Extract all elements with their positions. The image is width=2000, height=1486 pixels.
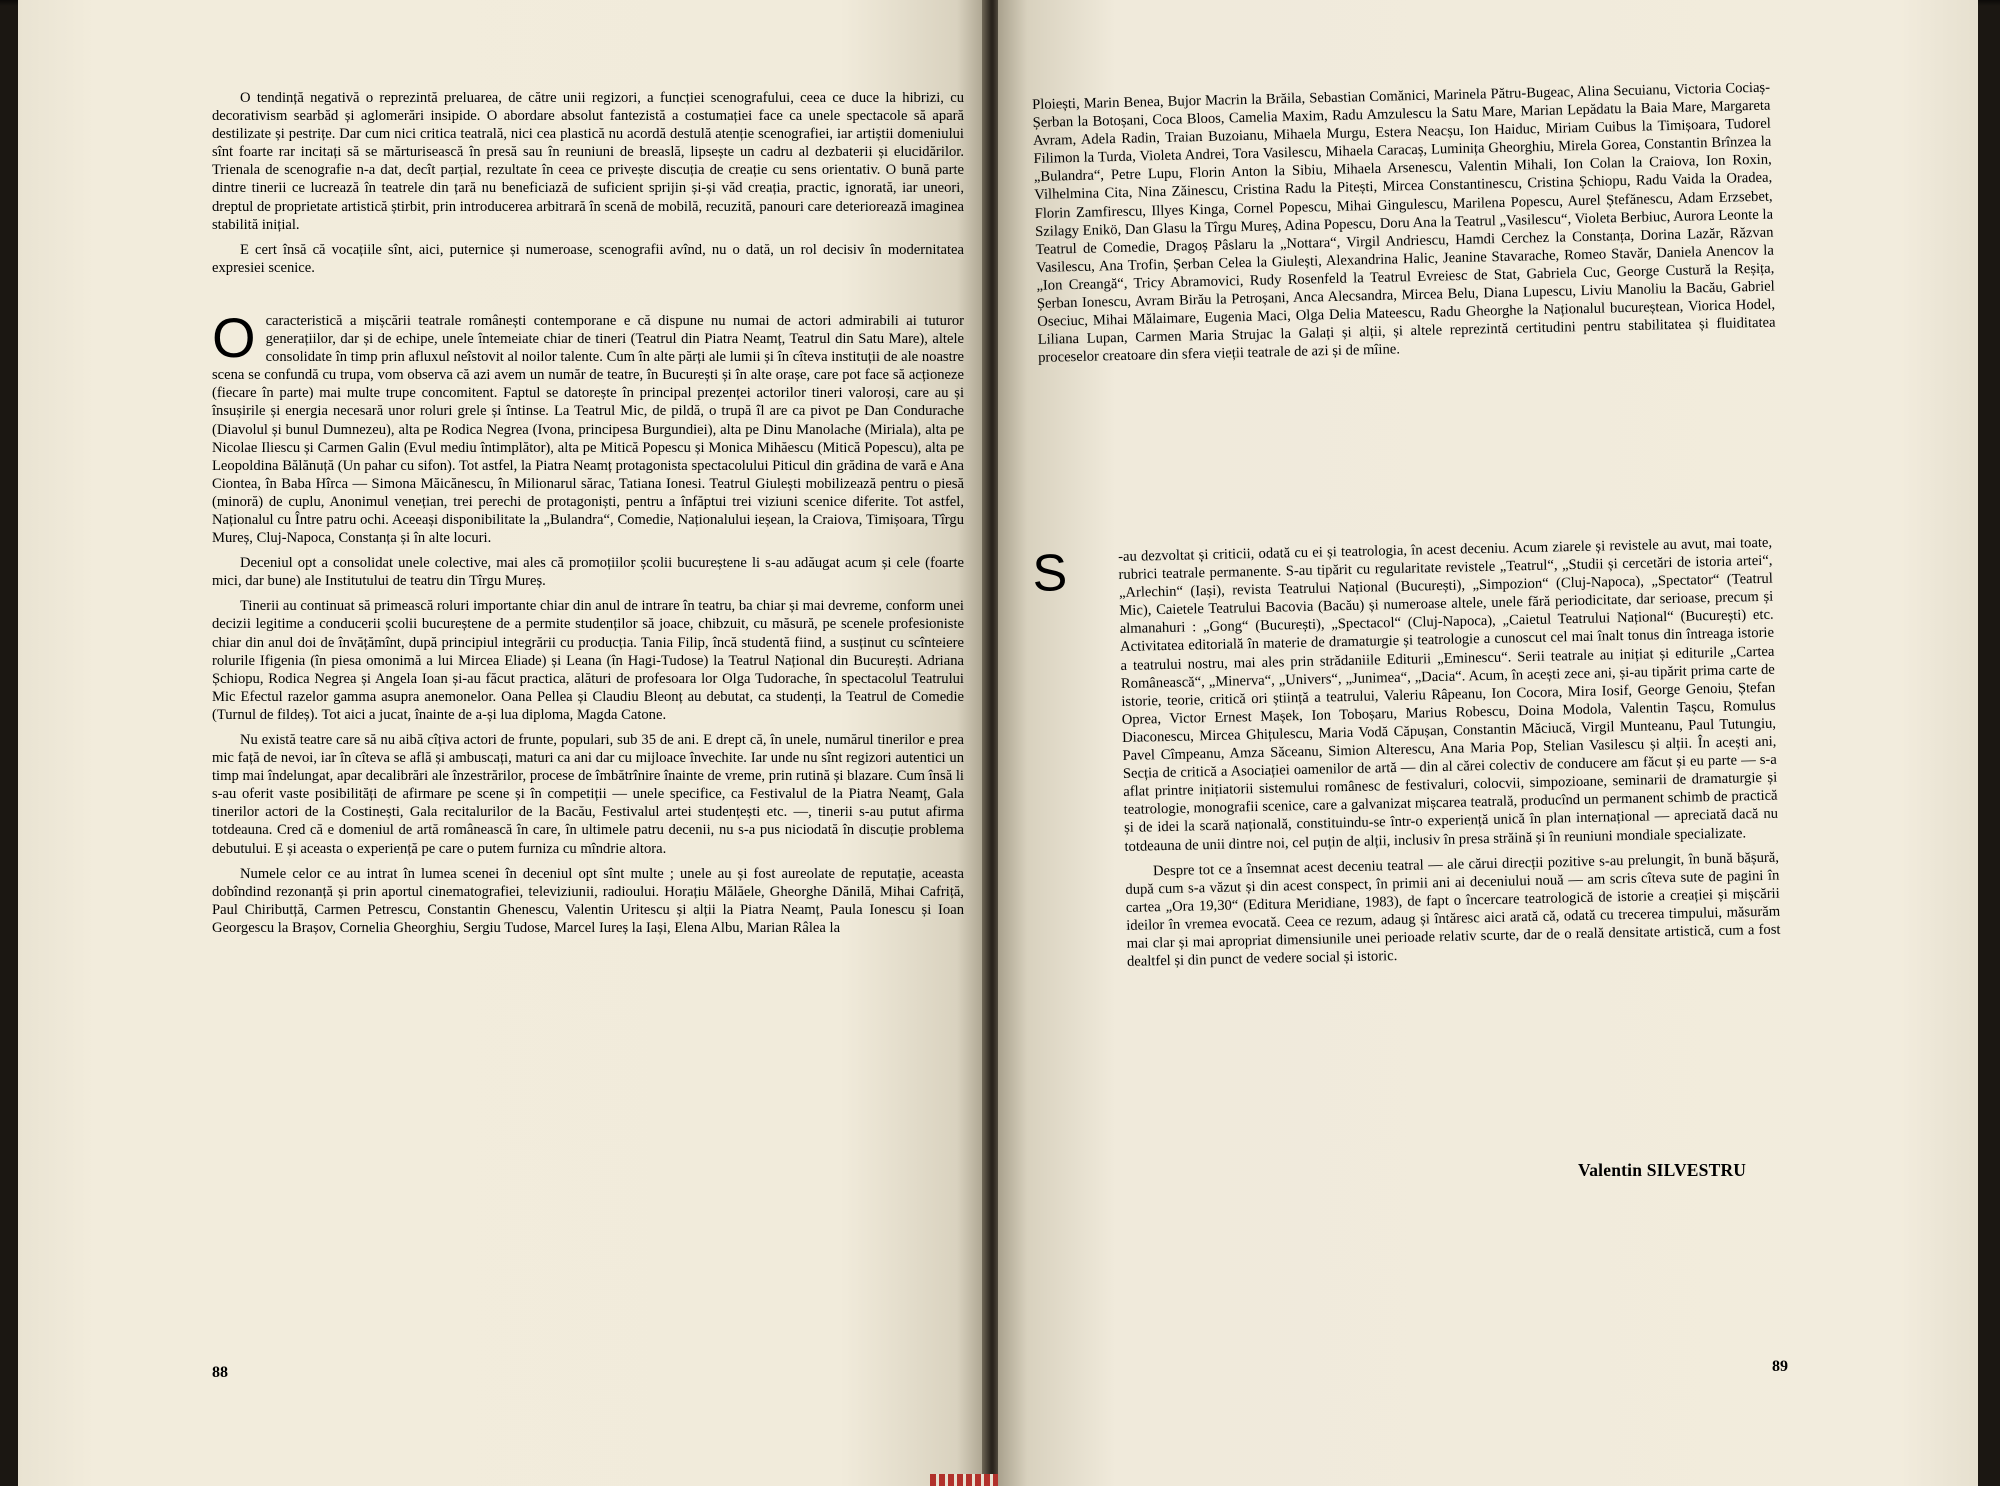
left-paragraph-5: Nu există teatre care să nu aibă cîțiva actori de frunte, populari, sub 35 de ani. E drept că, în unele, numărul tinerilor e prea mic față de nevoi, iar în cîteva se află și ambuscați, maturi ca ani dar cu mijloace învechite. Iar unde nu sînt regizori autentici un timp mai îndelungat, apar decalibrări ale înzestrărilor, procese de îmbătrînire înainte de vreme, prin rutină și blazare. Cum însă li s-au oferit vaste posibilități de afirmare pe scene și în competiții — unele specifice, ca Festivalul de la Piatra Neamț, Gala tinerilor actori de la Costinești, Gala recitalurilor de la Bacău, Festivalul artei studențești etc. —, tinerii s-au putut afirma totdeauna. Cred că e domeniul de artă românească în care, în ultimele patru decenii, nu s-a pus niciodată în discuție problema debutului. E și aceasta o experiență pe care o putem furniza cu mîndrie altora. (212, 732, 964, 857)
left-paragraph-1: O tendință negativă o reprezintă preluarea, de către unii regizori, a funcției scenografului, ceea ce duce la hibrizi, cu decorativism searbăd și aglomerări insipide. O abordare absolut fantezistă a costumației face ca unele spectacole să apară destilizate și pestrițe. Dar cum nici critica teatrală, nici cea plastică nu acordă destulă atenție scenografiei, iar artiștii domeniului sînt foarte rar incitați să se mărturisească în presă sau în reuniuni de breaslă, lipsește un cadru al dezbaterii și elucidărilor. Trienala de scenografie n-a dat, decît parțial, rezultate în ceea ce privește discuția de creație cu sens orientativ. O bună parte dintre tinerii ce lucrează în teatrele din țară nu beneficiază de suficient sprijin și-și văd creația, practic, ignorată, iar uneori, dreptul de proprietate artistică știrbit, prin introducerea arbitrară în scenă de mobilă, recuzită, panouri care deteriorează imaginea stabilită inițial. (212, 90, 964, 233)
left-paragraph-4: Tinerii au continuat să primească roluri importante chiar din anul de intrare în teatru, ba chiar și mai devreme, conform unei decizii legitime a conducerii școlii bucureștene de a permite studenților să joace, chibzuit, cu măsură, pe scenele profesioniste chiar din anul doi de învățămînt, după principiul integrării cu producția. Tania Filip, încă studentă fiind, a susținut cu scînteiere rolurile Ifigenia (în piesa omonimă a lui Mircea Eliade) și Leana (în Hagi-Tudose) la Teatrul Național din București. Adriana Șchiopu, Rodica Negrea și Angela Ioan și-au făcut practica, alături de profesoara lor Olga Tudorache, în spectacolul Teatrului Mic Efectul razelor gamma asupra anemonelor. Oana Pellea și Claudiu Bleonț au debutat, ca studenți, la Teatrul de Comedie (Turnul de fildeș). Tot aici a jucat, înainte de a-și lua diploma, Magda Catone. (212, 598, 964, 723)
page-number-right: 89 (1772, 1358, 1788, 1375)
left-paragraph-6: Numele celor ce au intrat în lumea scenei în deceniul opt sînt multe ; unele au și fost aureolate de reputație, aceasta dobîndind rezonanță și prin aportul cinematografiei, televiziunii, radioului. Horațiu Mălăele, Gheorghe Dănilă, Mihai Cafriță, Paul Chiributță, Carmen Petrescu, Constantin Ghenescu, Valentin Uritescu și alții la Piatra Neamț, Paula Ionescu și Ioan Georgescu la Brașov, Cornelia Gheorghiu, Sergiu Tudose, Marcel Iureș la Iași, Elena Albu, Marian Râlea la (212, 865, 964, 936)
page-number-left: 88 (212, 1364, 228, 1381)
right-paragraph-3: Despre tot ce a însemnat acest deceniu teatral — ale cărui direcții pozitive s-au prelungit, în bună bășură, după cum s-a văzut și din acest conspect, în primii ani ai deceniului nouă — am scris cîteva sute de pagini în cartea „Ora 19,30“ (Editura Meridiane, 1983), de fapt o încercare teatrologică de istorie a creației și mișcării ideilor în vremea evocată. Ceea ce rezum, adaug și întăresc aici arată că, odată cu trecerea timpului, măsurăm mai clar și mai apropriat dimensiunile unei perioade relativ scurte, dar de o reală densitate artistică, cum a fost dealtfel și din punct de vedere social și istoric. (1125, 849, 1781, 970)
left-paragraph-2: E cert însă că vocațiile sînt, aici, puternice și numeroase, scenografii avînd, nu o dată, un rol decisiv în modernitatea expresiei scenice. (212, 241, 964, 276)
right-dropcap-paragraph-text: -au dezvoltat și criticii, odată cu ei și teatrologia, în acest deceniu. Acum ziarele și revistele au avut, mai toate, rubrici teatrale permanente. S-au tipărit cu regularitate revistele „Teatrul“, „Studii și cercetări de istoria artei“, „Arlechin“ (Iași), revista Teatrului Național (București), „Simpozion“ (Cluj-Napoca), „Spectator“ (Teatrul Mic), Caietele Teatrului Bacovia (Bacău) și numeroase altele, unele fără periodicitate, dar serioase, precum și almanahuri : „Gong“ (București), „Spectacol“ (Cluj-Napoca), „Caietul Teatrului Național“ (București) etc. Activitatea editorială în materie de dramaturgie și teatrologie a cunoscut cel mai înalt tonus din întreaga istorie a teatrului nostru, mai ales prin strădaniile Editurii „Eminescu“. Serii teatrale au inițiat și editurile „Cartea Românească“, „Minerva“, „Univers“, „Junimea“, „Dacia“. Acum, în acești zece ani, și-au tipărit prima carte de istorie, teorie, critică ori știință a teatrului, Valeriu Râpeanu, Ion Cocora, Mira Iosif, George Genoiu, Ștefan Oprea, Victor Ernest Mașek, Ion Toboșaru, Marius Robescu, Doina Modola, Valentin Tașcu, Romulus Diaconescu, Mircea Ghițulescu, Maria Vodă Căpușan, Constantin Măciucă, Virgil Munteanu, Paul Tutungiu, Pavel Cîmpeanu, Amza Săceanu, Simion Alterescu, Ana Maria Pop, Stelian Vasilescu și alții. În acești ani, Secția de critică a Asociației oamenilor de artă — din al cărei colectiv de conducere am făcut și eu parte — s-a aflat printre inițiatorii sistemului românesc de festivaluri, colocvii, simpozioane, seminarii de dramaturgie și teatrologie, monografii scenice, care a galvanizat mișcarea teatrală, producînd un permanent schimb de practică și de idei la scară națională, constituindu-se într-o experiență unică în plan internațional — apreciată dacă nu totdeauna de unii dintre noi, cel puțin de alții, inclusiv în presa străină și în reuniuni mondiale specializate. (1118, 534, 1779, 855)
right-text-column-top (1032, 79, 1776, 375)
right-paragraph-1: Ploiești, Marin Benea, Bujor Macrin la Brăila, Sebastian Comănici, Marinela Pătru-Bugeac, Alina Secuianu, Victoria Cociaș-Șerban la Botoșani, Coca Bloos, Camelia Maxim, Radu Amzulescu la Satu Mare, Marian Lepădatu la Baia Mare, Margareta Avram, Adela Radin, Traian Buzoianu, Mihaela Murgu, Estera Neacșu, Ion Haiduc, Miriam Cuibus la Timișoara, Tudorel Filimon la Turda, Violeta Andrei, Tora Vasilescu, Mihaela Caracaș, Luminița Gheorghiu, Mirela Gorea, Constantin Brînzea la „Bulandra“, Petre Lupu, Florin Anton la Sibiu, Mihaela Arsenescu, Valentin Mihali, Ion Colan la Craiova, Ion Roxin, Vilhelmina Cita, Nina Zăinescu, Cristina Radu la Pitești, Mircea Constantinescu, Cristina Șchiopu, Radu Vaida la Oradea, Florin Zamfirescu, Illyes Kinga, Cornel Popescu, Mihai Gingulescu, Marilena Popescu, Aurel Ștefănescu, Adam Erzsebet, Szilagy Enikö, Dan Glasu la Tîrgu Mureș, Adina Popescu, Doru Ana la Teatrul „Vasilescu“, Violeta Berbiuc, Aurora Leonte la Teatrul de Comedie, Dragoș Pâslaru la „Nottara“, Virgil Andriescu, Hamdi Cerchez la Constanța, Dorina Lazăr, Răzvan Vasilescu, Ana Trofin, Șerban Celea la Giulești, Alexandrina Halic, Jeanine Stavarache, Romeo Stavăr, Daniela Anencov la „Ion Creangă“, Tricy Abramovici, Rudy Rosenfeld la Teatrul Evreiesc de Stat, Gabriela Cuc, George Custură la Reșița, Șerban Ionescu, Avram Birău la Petroșani, Anca Alecsandra, Mircea Belu, Diana Lupescu, Liviu Manoliu la Bacău, Gabriel Oseciuc, Mihai Mălaimare, Eugenia Maci, Olga Delia Mateescu, Radu Gheorghe la Naționalul bucureștean, Viorica Hodel, Liliana Lupan, Carmen Maria Strujac la Galați și alții, și altele reprezintă certitudini pentru stabilitatea și fluiditatea proceselor creatoare din sfera vieții teatrale de azi și de mîine. (1032, 79, 1776, 367)
dropcap-letter-s: S (1031, 544, 1068, 603)
right-text-column-bottom (1031, 534, 1781, 978)
left-text-column (212, 89, 964, 944)
left-dropcap-paragraph (212, 305, 964, 547)
section-spacer (212, 284, 964, 312)
left-dropcap-paragraph-text: caracteristică a mișcării teatrale românești contemporane e că dispune nu numai de actori admirabili ai tuturor generațiilor, dar și de echipe, unele întemeiate chiar de tineri (Teatrul din Piatra Neamț, Teatrul din Satu Mare), altele consolidate în timp prin afluxul neîstovit al noilor talente. Cum în alte părți ale lumii și în cîteva instituții de ale noastre scena se confundă cu trupa, vom observa că azi avem un număr de teatre, în București și în alte orașe, care pot face să acționeze (fiecare în parte) mai multe trupe concomitent. Faptul se datorește în principal prezenței actorilor tineri valoroși, care au și însușirile și energia necesară unor roluri grele și întinse. La Teatrul Mic, de pildă, o trupă îl are ca pivot pe Dan Condurache (Diavolul și bunul Dumnezeu), alta pe Rodica Negrea (Ivona, principesa Burgundiei), alta pe Dinu Manolache (Miriala), alta pe Nicolae Iliescu și Carmen Galin (Evul mediu întimplător), alta pe Mitică Popescu și Monica Mihăescu (Mitică Popescu), alta pe Leopoldina Bălănuță (Un pahar cu sifon). Tot astfel, la Piatra Neamț protagonista spectacolului Piticul din grădina de vară e Ana Ciontea, în Baba Hîrca — Simona Măicănescu, în Milionarul sărac, Tatiana Ionesi. Teatrul Giulești mobilizează pentru o piesă (minoră) de cuplu, Anonimul venețian, trei perechi de protagoniști, pentru a înfăptui trei viziuni scenice diferite. Tot astfel, Naționalul cu Între patru ochi. Aceeași disponibilitate la „Bulandra“, Comedie, Naționalului ieșean, la Craiova, Timișoara, Tîrgu Mureș, Cluj-Napoca, Constanța și în alte locuri. (212, 312, 964, 547)
author-signature: Valentin SILVESTRU (1578, 1160, 1747, 1180)
right-dropcap-paragraph (1031, 534, 1779, 856)
dropcap-letter-o: O (212, 305, 256, 369)
left-paragraph-3: Deceniul opt a consolidat unele colective, mai ales că promoțiilor școlii bucureștene li s-au adăugat acum și cele (foarte mici, dar bune) ale Institutului de teatru din Tîrgu Mureș. (212, 555, 964, 590)
